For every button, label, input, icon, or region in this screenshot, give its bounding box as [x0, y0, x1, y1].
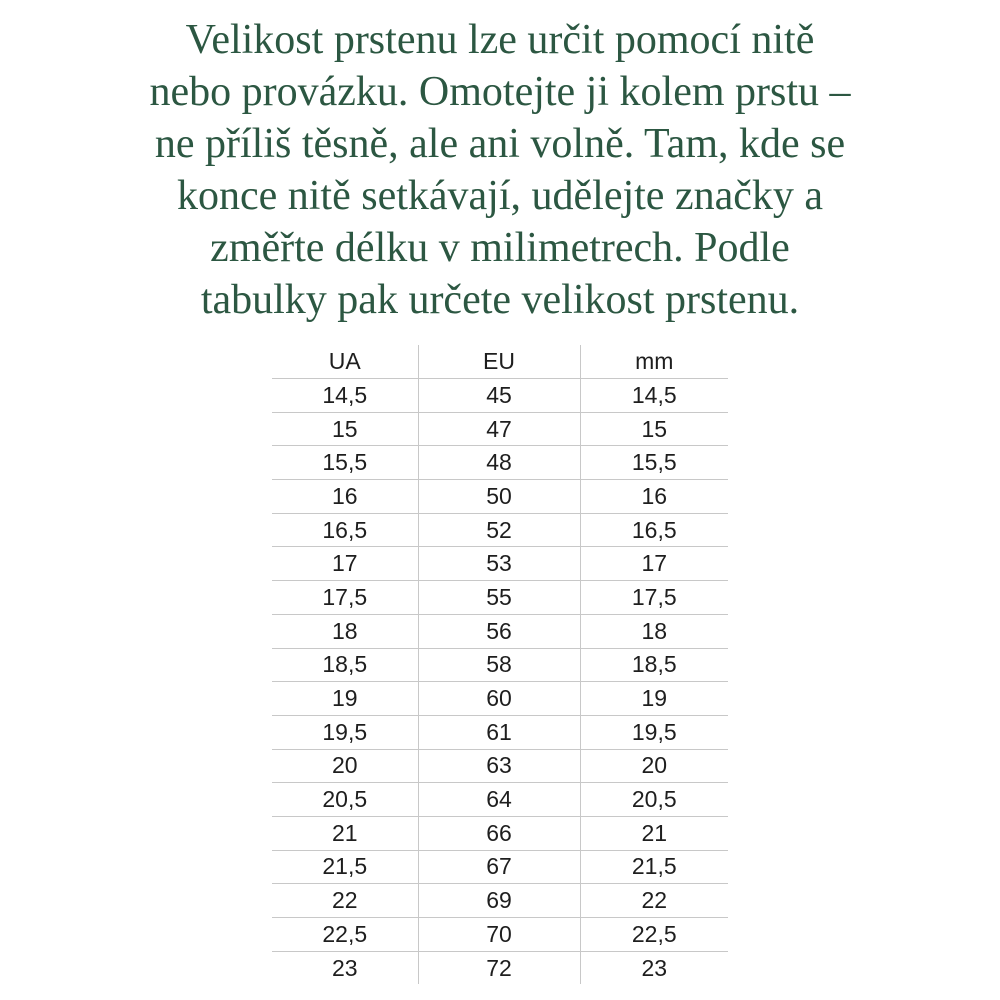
- table-cell: 22,5: [580, 918, 728, 952]
- table-row: [272, 412, 728, 446]
- table-row: [272, 446, 728, 480]
- intro-line-5: změřte délku v milimetrech. Podle: [210, 225, 790, 271]
- table-cell: 17: [272, 547, 418, 581]
- table-cell: 60: [418, 682, 580, 716]
- table-cell: 21,5: [580, 850, 728, 884]
- table-cell: 56: [418, 614, 580, 648]
- table-row: [272, 951, 728, 984]
- table-cell: 20: [580, 749, 728, 783]
- table-cell: 23: [580, 951, 728, 984]
- table-cell: 19,5: [580, 715, 728, 749]
- table-cell: 15,5: [580, 446, 728, 480]
- table-cell: 45: [418, 379, 580, 413]
- table-cell: 14,5: [580, 379, 728, 413]
- table-row: [272, 749, 728, 783]
- table-cell: 61: [418, 715, 580, 749]
- table-row: [272, 547, 728, 581]
- table-cell: 15,5: [272, 446, 418, 480]
- table-cell: 16,5: [272, 513, 418, 547]
- table-cell: 47: [418, 412, 580, 446]
- intro-line-6: tabulky pak určete velikost prstenu.: [200, 277, 800, 323]
- table-cell: 18: [580, 614, 728, 648]
- column-header-eu: EU: [418, 345, 580, 379]
- table-row: [272, 850, 728, 884]
- table-cell: 16: [272, 480, 418, 514]
- table-row: [272, 715, 728, 749]
- table-row: [272, 884, 728, 918]
- table-cell: 70: [418, 918, 580, 952]
- table-cell: 20: [272, 749, 418, 783]
- table-cell: 15: [272, 412, 418, 446]
- table-cell: 19,5: [272, 715, 418, 749]
- intro-line-3: ne příliš těsně, ale ani volně. Tam, kde se: [154, 121, 846, 167]
- table-cell: 18,5: [272, 648, 418, 682]
- table-row: [272, 816, 728, 850]
- table-cell: 21: [580, 816, 728, 850]
- intro-line-2: nebo provázku. Omotejte ji kolem prstu –: [149, 69, 851, 115]
- table-row: [272, 682, 728, 716]
- table-row: [272, 480, 728, 514]
- table-cell: 22,5: [272, 918, 418, 952]
- table-cell: 16: [580, 480, 728, 514]
- intro-text: [0, 14, 1000, 326]
- intro-line-1: Velikost prstenu lze určit pomocí nitě: [185, 17, 815, 63]
- table-cell: 52: [418, 513, 580, 547]
- table-cell: 20,5: [580, 783, 728, 817]
- column-header-ua: UA: [328, 348, 361, 374]
- table-cell: 18: [272, 614, 418, 648]
- table-cell: 66: [418, 816, 580, 850]
- column-header-mm: mm: [580, 345, 728, 379]
- table-cell: 14,5: [272, 379, 418, 413]
- table-cell: 23: [272, 951, 418, 984]
- table-cell: 21,5: [272, 850, 418, 884]
- table-cell: 72: [418, 951, 580, 984]
- table-cell: 64: [418, 783, 580, 817]
- intro-line-4: konce nitě setkávají, udělejte značky a: [176, 173, 824, 219]
- table-cell: 16,5: [580, 513, 728, 547]
- table-cell: 22: [580, 884, 728, 918]
- table-cell: 21: [272, 816, 418, 850]
- table-cell: 17: [580, 547, 728, 581]
- ring-size-table: [272, 345, 728, 984]
- table-header-row: [272, 345, 728, 379]
- table-cell: 48: [418, 446, 580, 480]
- table-cell: 53: [418, 547, 580, 581]
- table-row: [272, 614, 728, 648]
- table-row: [272, 581, 728, 615]
- table-row: [272, 648, 728, 682]
- table-row: [272, 918, 728, 952]
- table-cell: 55: [418, 581, 580, 615]
- table-cell: 67: [418, 850, 580, 884]
- table-cell: 18,5: [580, 648, 728, 682]
- table-cell: 17,5: [580, 581, 728, 615]
- table-cell: 20,5: [272, 783, 418, 817]
- table-row: [272, 783, 728, 817]
- table-cell: 17,5: [272, 581, 418, 615]
- table-cell: 22: [272, 884, 418, 918]
- table-cell: 15: [580, 412, 728, 446]
- table-row: [272, 513, 728, 547]
- table-cell: 50: [418, 480, 580, 514]
- table-cell: 63: [418, 749, 580, 783]
- table-cell: 19: [580, 682, 728, 716]
- table-body: [272, 379, 728, 985]
- table-row: [272, 379, 728, 413]
- table-cell: 69: [418, 884, 580, 918]
- table-cell: 58: [418, 648, 580, 682]
- table-cell: 19: [272, 682, 418, 716]
